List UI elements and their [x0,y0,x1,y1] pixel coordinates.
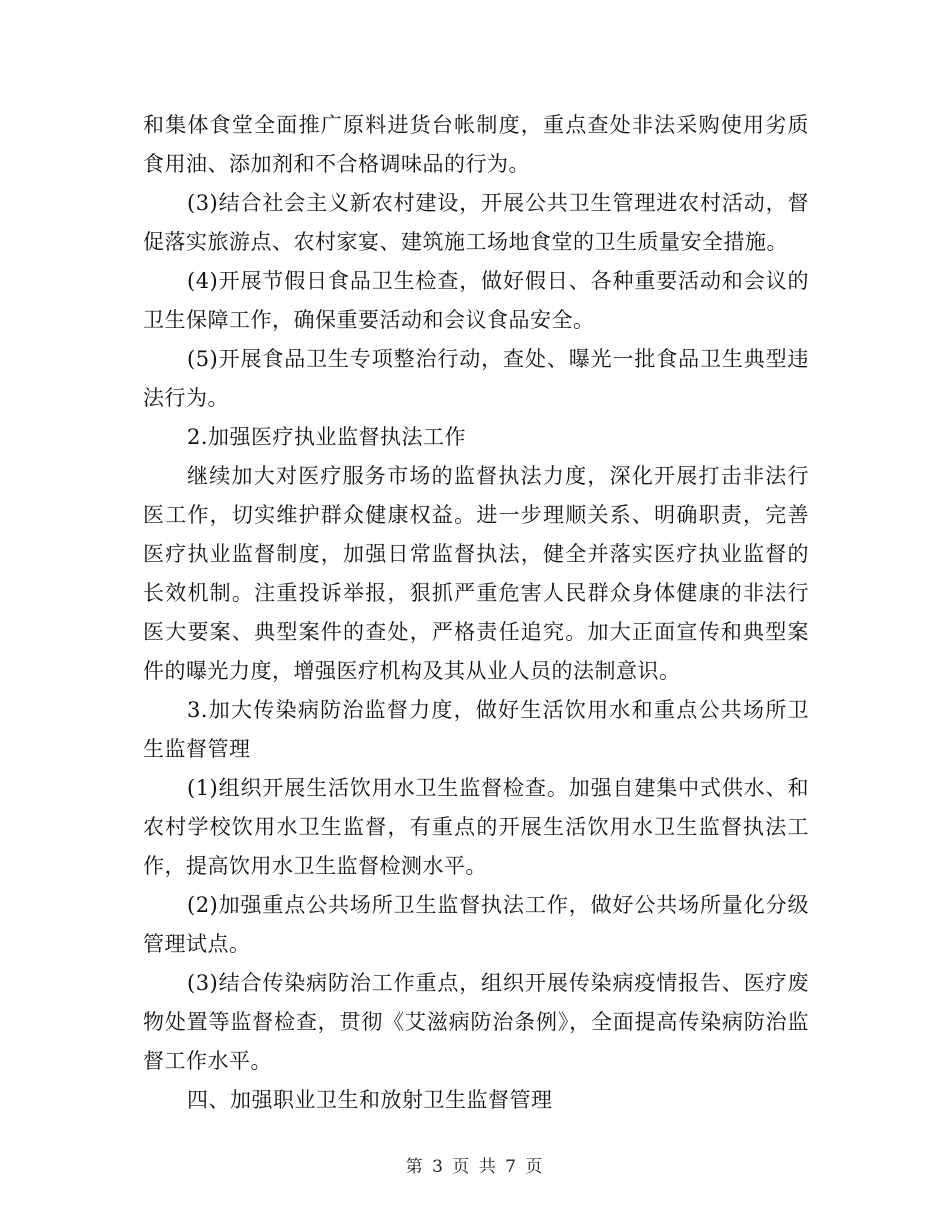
page-number-footer: 第 3 页 共 7 页 [405,1157,545,1177]
paragraph-10: (3)结合传染病防治工作重点，组织开展传染病疫情报告、医疗废物处置等监督检查，贯彻《艾滋病防治条例》，全面提高传染病防治监督工作水平。 [143,971,809,1073]
paragraph-1: 和集体食堂全面推广原料进货台帐制度，重点查处非法采购使用劣质食用油、添加剂和不合格调味品的行为。 [143,113,809,176]
document-body [143,106,809,1120]
section-heading-4: 四、加强职业卫生和放射卫生监督管理 [187,1088,553,1112]
paragraph-4: (5)开展食品卫生专项整治行动，查处、曝光一批食品卫生典型违法行为。 [143,347,809,410]
section-heading-3: 3.加大传染病防治监督力度，做好生活饮用水和重点公共场所卫生监督管理 [143,698,809,761]
paragraph-9: (2)加强重点公共场所卫生监督执法工作，做好公共场所量化分级管理试点。 [143,893,809,956]
section-heading-2: 2.加强医疗执业监督执法工作 [187,425,467,449]
paragraph-6: 继续加大对医疗服务市场的监督执法力度，深化开展打击非法行医工作，切实维护群众健康权益。进一步理顺关系、明确职责，完善医疗执业监督制度，加强日常监督执法，健全并落实医疗执业监督的长效机制。注重投诉举报，狠抓严重危害人民群众身体健康的非法行医大要案、典型案件的查处，严格责任追究。加大正面宣传和典型案件的曝光力度，增强医疗机构及其从业人员的法制意识。 [143,464,809,683]
paragraph-3: (4)开展节假日食品卫生检查，做好假日、各种重要活动和会议的卫生保障工作，确保重要活动和会议食品安全。 [143,269,809,332]
paragraph-2: (3)结合社会主义新农村建设，开展公共卫生管理进农村活动，督促落实旅游点、农村家宴、建筑施工场地食堂的卫生质量安全措施。 [143,191,809,254]
paragraph-8: (1)组织开展生活饮用水卫生监督检查。加强自建集中式供水、和农村学校饮用水卫生监督，有重点的开展生活饮用水卫生监督执法工作，提高饮用水卫生监督检测水平。 [143,776,809,878]
